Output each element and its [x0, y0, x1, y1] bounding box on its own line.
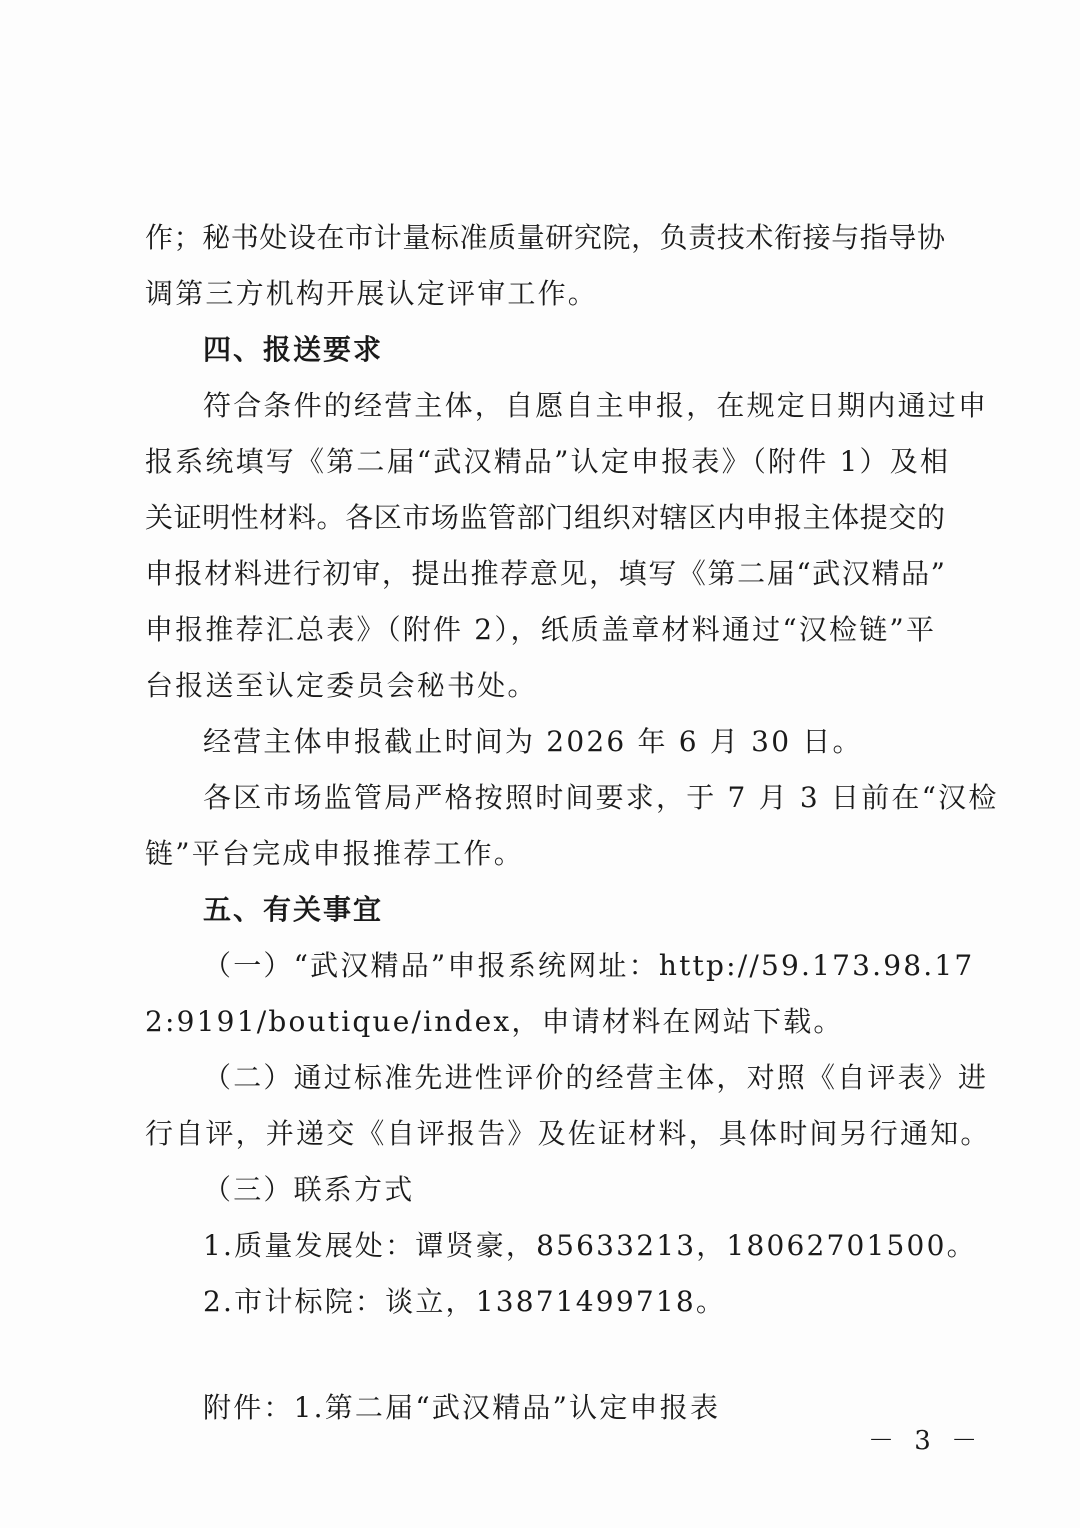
deadline-line: 经营主体申报截止时间为 2026 年 6 月 30 日。 — [203, 725, 863, 758]
section-heading-related-matters: 五、有关事宜 — [203, 893, 384, 926]
body-line: 行自评，并递交《自评报告》及佐证材料，具体时间另行通知。 — [145, 1117, 991, 1150]
section-heading-submission-requirements: 四、报送要求 — [203, 333, 384, 366]
body-line: 符合条件的经营主体，自愿自主申报，在规定日期内通过申 — [203, 389, 989, 422]
body-line: 作；秘书处设在市计量标准质量研究院，负责技术衔接与指导协 — [145, 221, 945, 254]
body-line: 调第三方机构开展认定评审工作。 — [145, 277, 599, 310]
body-line: 报系统填写《第二届“武汉精品”认定申报表》（附件 1）及相 — [145, 445, 951, 478]
body-line: 申报材料进行初审，提出推荐意见，填写《第二届“武汉精品” — [145, 557, 945, 590]
body-line: 各区市场监管局严格按照时间要求，于 7 月 3 日前在“汉检 — [203, 781, 999, 814]
contact-item: 1.质量发展处：谭贤豪，85633213，18062701500。 — [203, 1229, 977, 1262]
body-line: 台报送至认定委员会秘书处。 — [145, 669, 538, 702]
system-url-line: （一）“武汉精品”申报系统网址：http://59.173.98.17 — [203, 949, 975, 982]
attachment-line: 附件：1.第二届“武汉精品”认定申报表 — [203, 1391, 721, 1424]
body-line: 链”平台完成申报推荐工作。 — [145, 837, 524, 870]
body-line: 申报推荐汇总表》（附件 2），纸质盖章材料通过“汉检链”平 — [145, 613, 937, 646]
contact-heading: （三）联系方式 — [203, 1173, 415, 1206]
body-line: 关证明性材料。各区市场监管部门组织对辖区内申报主体提交的 — [145, 501, 945, 534]
body-line: （二）通过标准先进性评价的经营主体，对照《自评表》进 — [203, 1061, 989, 1094]
page-number: － 3 － — [868, 1426, 984, 1456]
contact-item: 2.市计标院：谈立，13871499718。 — [203, 1285, 727, 1318]
system-url-line-continued: 2:9191/boutique/index，申请材料在网站下载。 — [145, 1005, 844, 1038]
document-body — [145, 210, 999, 1436]
spacer — [145, 1330, 945, 1380]
